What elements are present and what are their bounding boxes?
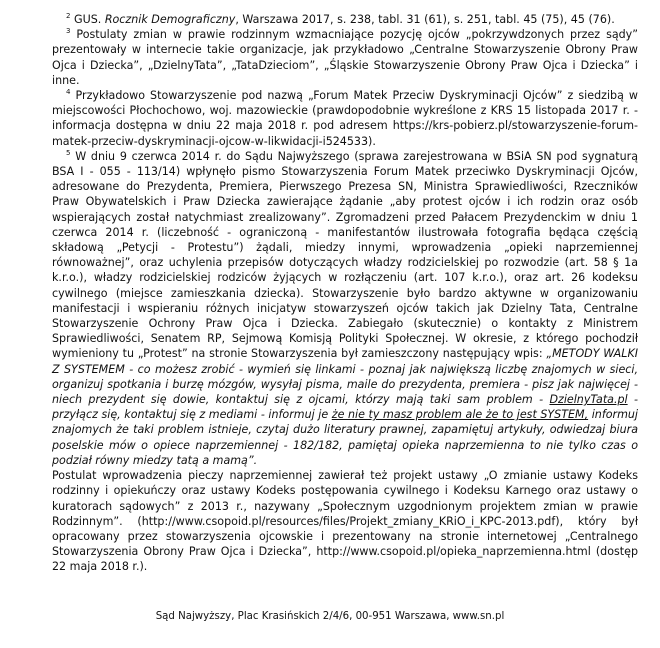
footnote-number: 2 — [66, 12, 71, 20]
footnote-2: $^2$ GUS. Rocznik Demograficzny, Warszawa 2017, s. 238, tabl. 31 (61), s. 251, tabl. 45 (75), 45 (76). — [66, 12, 615, 26]
footnote-5: $^5$ W dniu 9 czerwca 2014 r. do Sądu Najwyższego (sprawa zarejestrowana w BSiA SN pod sygnaturą BSA I - 055 - 113/14) wpłynęło pismo Stowarzyszenia Forum Matek przeciwko Dyskryminacji Ojców, adresowane do Prezydenta, Premiera, Pierwszego Prezesa SN, Ministra Sprawiedliwości, Rzeczników Praw Obywatelskich i Praw Dziecka zawierające żądanie „aby protest ojców i ich rodzin oraz osób wspierających został natychmiast zrealizowany”. Zgromadzeni przed Pałacem Prezydenckim w dniu 1 czerwca 2014 r. (liczebność - ograniczoną - manifestantów ilustrowała fotografia będąca częścią składową „Petycji - Protestu”) żądali, miedzy innymi, wprowadzenia „opieki naprzemiennej równoważnej”, oraz uchylenia przepisów dotyczących władzy rodzicielskiej po rozwodzie (art. 58 § 1a k.r.o.), władzy rodzicielskiej rodziców żyjących w rozłączeniu (art. 107 k.r.o.), oraz art. 26 kodeksu cywilnego (miejsce zamieszkania dziecka). Stowarzyszenie było bardzo aktywne w organizowaniu manifestacji i wspieraniu różnych inicjatyw stowarzyszeń ojców takich jak Dzielny Tata, Centralne Stowarzyszenie Ochrony Praw Ojca i Dziecka. Zabiegało (skutecznie) o kontakty z Ministrem Sprawiedliwości, Senatem RP, Sejmową Komisją Polityki Społecznej. W okresie, z którego pochodził wymieniony tu „Protest” na stronie Stowarzyszenia był zamieszczony następujący wpis: „METODY WALKI Z SYSTEMEM - co możesz zrobić - wymień się linkami - poznaj jak największą liczbę znajomych w sieci, organizuj spotkania i burzę mózgów, wysyłaj pisma, maile do prezydenta, premiera - pisz jak najwięcej - niech prezydent się dowie, kontaktuj się z ojcami, którzy mają taki sam problem - DzielnyTata.pl - przyłącz się, kontaktuj się z mediami - informuj je że nie ty masz problem ale że to jest SYSTEM, informuj znajomych że taki problem istnieje, czytaj dużo literatury prawnej, zapamiętuj artykuły, odwiedzaj biura poselskie mów o opiece naprzemiennej - 182/182, pamiętaj opieka naprzemienna to nie tylko czas o podział równy miedzy tatą a mamą”. — [52, 148, 638, 467]
footnote-4: $^4$ Przykładowo Stowarzyszenie pod nazwą „Forum Matek Przeciw Dyskryminacji Ojców” z siedzibą w miejscowości Płochochowo, woj. mazowieckie (prawdopodobnie wykreślone z KRS 15 listopada 2017 r. - informacja dostępna w dniu 22 maja 2018 r. pod adresem https://krs-pobierz.pl/stowarzyszenie-forum-matek-przeciw-dyskryminacji-ojcow-w-likwidacji-i524533). — [52, 88, 638, 148]
dzielnytata-link[interactable]: DzielnyTata.pl — [549, 393, 628, 407]
footnote-5-continuation: Postulat wprowadzenia pieczy naprzemiennej zawierał też projekt ustawy „O zmianie ustawy Kodeks rodzinny i opiekuńczy oraz ustawy Kodeks postępowania cywilnego i Kodeksu Karnego oraz ustawy o kuratorach sądowych” z 2013 r., nazywany „Społecznym uzgodnionym projektem zmian w prawie Rodzinnym”. (http://www.csopoid.pl/resources/files/Projekt_zmiany_KRiO_i_KPC-2013.pdf), który był opracowany przez stowarzyszenia ojcowskie i prezentowany na stronie internetowej „Centralnego Stowarzyszenia Obrony Praw Ojca i Dziecka”, http://www.csopoid.pl/opieka_naprzemienna.html (dostęp 22 maja 2018 r.). — [52, 469, 638, 574]
underlined-phrase: że nie ty masz problem ale że to jest SYSTEM, — [331, 408, 589, 422]
footnote-3: $^3$ Postulaty zmian w prawie rodzinnym wzmacniające pozycję ojców „pokrzywdzonych przez sądy” prezentowały w internecie takie organizacje, jak przykładowo „Centralne Stowarzyszenie Obrony Praw Ojca i Dziecka”, „DzielnyTata”, „TataDzieciom”, „Śląskie Stowarzyszenie Obrony Praw Ojca i Dziecka” i inne. — [52, 27, 638, 87]
quoted-post: „METODY WALKI Z SYSTEMEM - co możesz zrobić - wymień się linkami - poznaj jak największą liczbę znajomych w sieci, organizuj spotkania i burzę mózgów, wysyłaj pisma, maile do prezydenta, premiera - pisz jak najwięcej - niech prezydent się dowie, kontaktuj się z ojcami, którzy mają taki sam problem - DzielnyTata.pl - przyłącz się, kontaktuj się z mediami - informuj je że nie ty masz problem ale że to jest SYSTEM, informuj znajomych że taki problem istnieje, czytaj dużo literatury prawnej, zapamiętuj artykuły, odwiedzaj biura poselskie mów o opiece naprzemiennej - 182/182, pamiętaj opieka naprzemienna to nie tylko czas o podział równy miedzy tatą a mamą”. — [52, 347, 638, 467]
footnote-number: 3 — [66, 27, 71, 36]
footnote-number: 5 — [66, 148, 71, 157]
page-footer: Sąd Najwyższy, Plac Krasińskich 2/4/6, 00-951 Warszawa, www.sn.pl — [155, 611, 505, 622]
publication-title: Rocznik Demograficzny — [104, 13, 236, 26]
footnote-number: 4 — [66, 88, 71, 97]
